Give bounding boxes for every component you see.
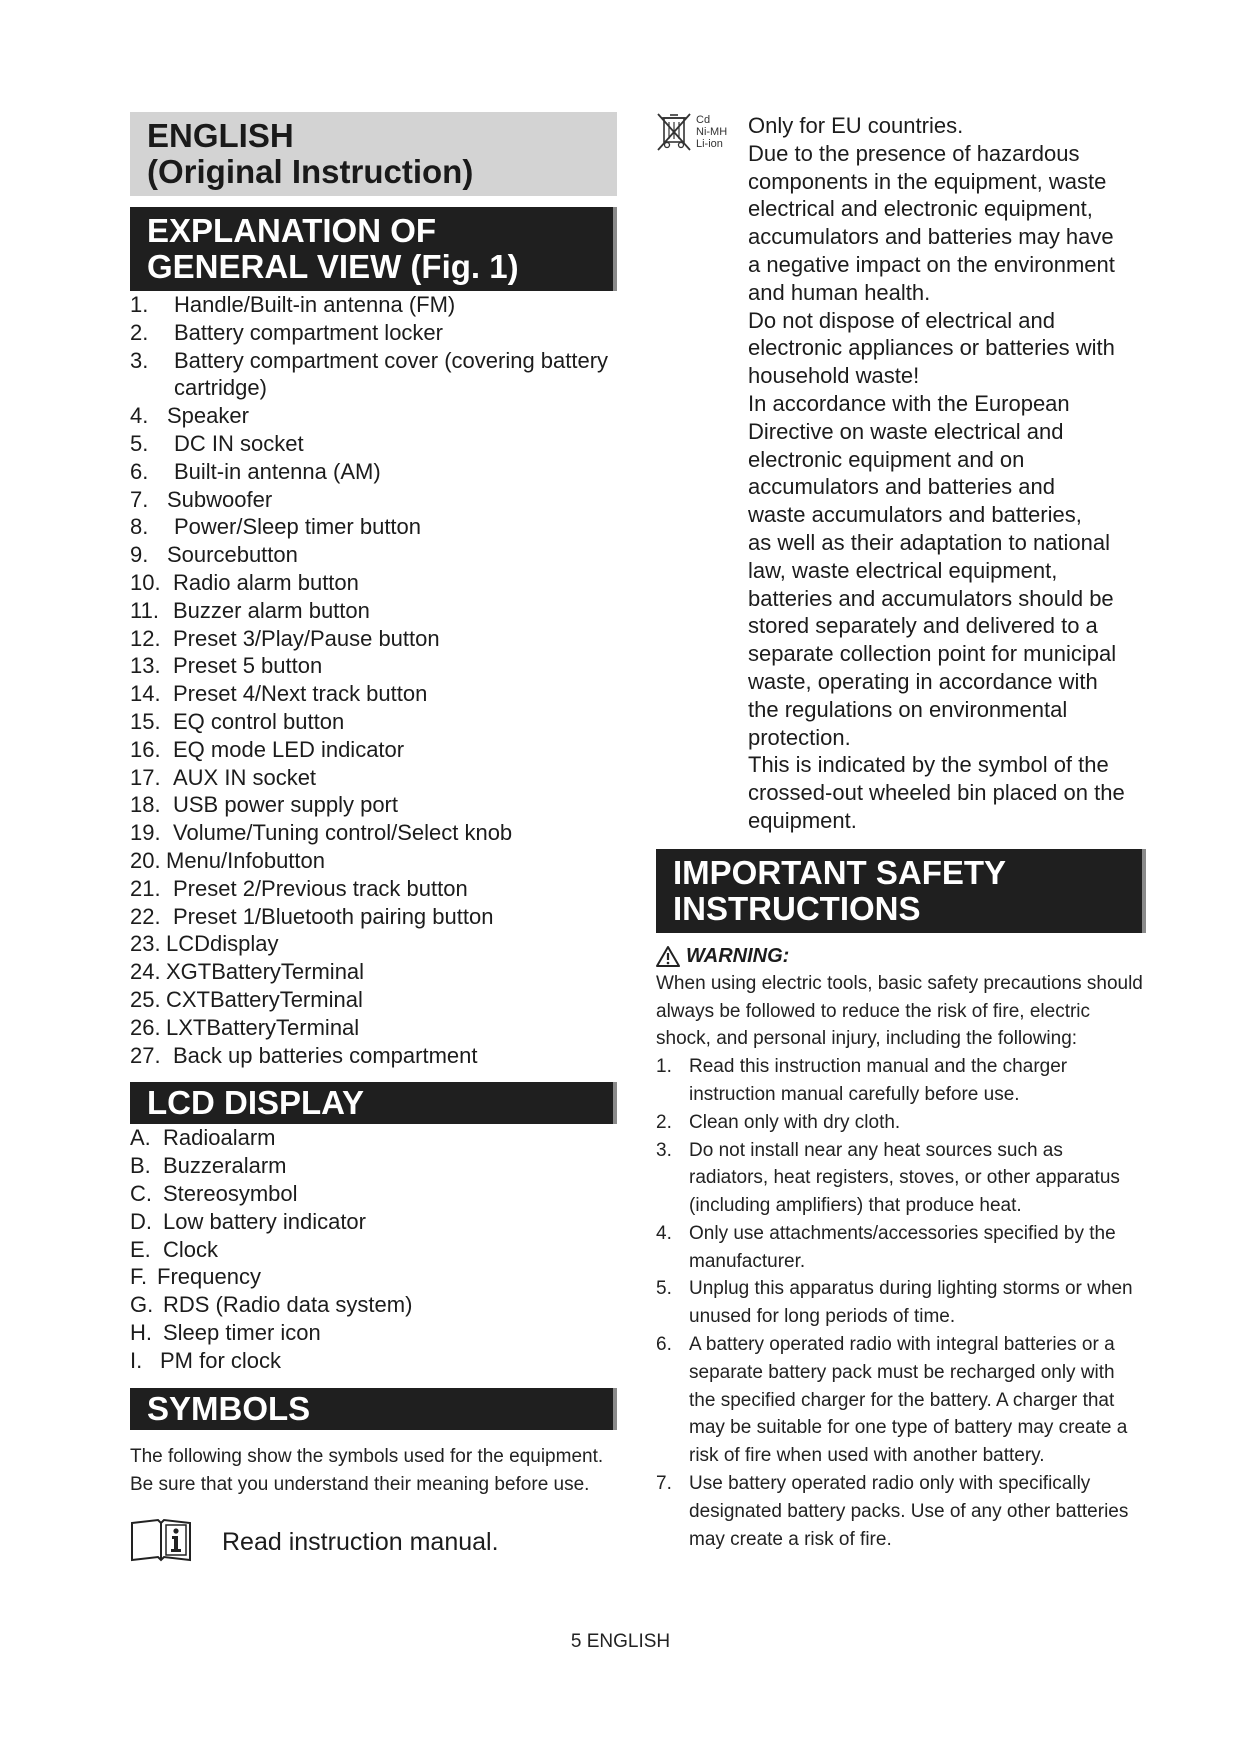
safety-heading — [656, 849, 1146, 933]
eu-line: crossed-out wheeled bin placed on the — [748, 780, 1125, 806]
eu-line: Due to the presence of hazardous — [748, 140, 1080, 166]
list-item: 27. Back up batteries compartment — [130, 1042, 478, 1068]
eu-line: the regulations on environmental — [748, 696, 1068, 722]
symbol-row-manual — [130, 1517, 617, 1568]
list-item: 5. DC IN socket — [130, 430, 304, 456]
list-item: 12. Preset 3/Play/Pause button — [130, 625, 440, 651]
list-item: 9. Sourcebutton — [130, 542, 298, 568]
eu-line: Directive on waste electrical and — [748, 418, 1064, 444]
list-item: C. Stereosymbol — [130, 1180, 298, 1206]
read-manual-label: Read instruction manual. — [222, 1528, 499, 1557]
eu-line: and human health. — [748, 279, 931, 305]
list-item: 5. Unplug this apparatus during lighting storms or when unused for long periods of time. — [656, 1278, 1133, 1328]
list-item: 24. XGTBatteryTerminal — [130, 959, 365, 985]
list-item: 19. Volume/Tuning control/Select knob — [130, 820, 513, 846]
list-item: 17. AUX IN socket — [130, 764, 317, 790]
list-item: 25. CXTBatteryTerminal — [130, 986, 363, 1012]
symbols-intro: The following show the symbols used for the equipment. Be sure that you understand their meaning before use. — [130, 1446, 604, 1496]
list-item: 10. Radio alarm button — [130, 569, 359, 595]
list-item: 23. LCDdisplay — [130, 931, 279, 957]
eu-line: a negative impact on the environment — [748, 251, 1115, 277]
list-item: 16. EQ mode LED indicator — [130, 736, 405, 762]
safety-list — [656, 1053, 1146, 1553]
eu-line: household waste! — [748, 363, 920, 389]
eu-line: as well as their adaptation to national — [748, 529, 1111, 555]
list-item: 4. Only use attachments/accessories specified by the manufacturer. — [656, 1222, 1116, 1272]
safety-section — [656, 849, 1146, 1554]
safety-heading-line1: IMPORTANT SAFETY — [673, 853, 1007, 891]
weee-bin-icon — [656, 112, 748, 835]
warning-icon — [656, 945, 680, 967]
list-item: 8. Power/Sleep timer button — [130, 514, 422, 540]
list-item: A. Radioalarm — [130, 1125, 276, 1151]
eu-line: electrical and electronic equipment, — [748, 196, 1093, 222]
eu-line: Only for EU countries. — [748, 113, 964, 138]
document-title — [130, 112, 617, 196]
list-item: 6. Built-in antenna (AM) — [130, 458, 381, 484]
weee-label-cd: Cd — [696, 114, 711, 126]
general-view-heading-line2: GENERAL VIEW (Fig. 1) — [147, 248, 519, 285]
eu-line: stored separately and delivered to a — [748, 613, 1098, 639]
list-item: 18. USB power supply port — [130, 792, 398, 818]
general-view-list — [130, 291, 617, 1069]
eu-line: law, waste electrical equipment, — [748, 557, 1058, 583]
list-item: 7. Subwoofer — [130, 486, 273, 512]
list-item: 14. Preset 4/Next track button — [130, 681, 428, 707]
general-view-heading — [130, 207, 617, 291]
safety-intro: When using electric tools, basic safety precautions should always be followed to reduce the risk of fire, electric shock, and personal injury, including the following: — [656, 972, 1143, 1050]
eu-line: batteries and accumulators should be — [748, 585, 1114, 611]
general-view-heading-line1: EXPLANATION OF — [147, 212, 437, 249]
safety-heading-line2: INSTRUCTIONS — [673, 889, 921, 927]
list-item: F. Frequency — [130, 1264, 261, 1290]
eu-line: equipment. — [748, 807, 857, 833]
list-item: 3. Battery compartment cover (covering battery cartridge) — [130, 347, 609, 401]
eu-line: electronic appliances or batteries with — [748, 335, 1115, 361]
eu-line: accumulators and batteries and — [748, 474, 1055, 500]
page-footer: 5 ENGLISH — [570, 1631, 671, 1652]
list-item: 3. Do not install near any heat sources such as radiators, heat registers, stoves, or other apparatus (including amplifiers) that produce heat. — [656, 1139, 1120, 1217]
eu-line: waste, operating in accordance with — [748, 668, 1098, 694]
right-column — [656, 112, 1146, 1553]
list-item: 21. Preset 2/Previous track button — [130, 875, 468, 901]
list-item: 4. Speaker — [130, 403, 249, 429]
list-item: 6. A battery operated radio with integral batteries or a separate battery pack must be recharged only with the specified charger for the battery. A charger that may be suitable for one type of battery may create a risk of fire when used with another battery. — [656, 1334, 1128, 1467]
list-item: B. Buzzeralarm — [130, 1153, 287, 1179]
lcd-display-heading: LCD DISPLAY — [130, 1082, 617, 1124]
read-manual-icon — [130, 1517, 192, 1568]
list-item: I. PM for clock — [130, 1347, 282, 1373]
list-item: D. Low battery indicator — [130, 1208, 366, 1234]
title-subtitle: (Original Instruction) — [147, 153, 474, 190]
warning-label — [656, 945, 1146, 968]
title-language: ENGLISH — [147, 117, 294, 154]
list-item: 2. Clean only with dry cloth. — [656, 1111, 901, 1133]
list-item: 15. EQ control button — [130, 708, 345, 734]
weee-label-liion: Li-ion — [696, 138, 723, 150]
eu-disposal-block — [656, 112, 1146, 835]
lcd-display-list — [130, 1124, 617, 1374]
list-item: 20. Menu/Infobutton — [130, 847, 326, 873]
list-item: 2. Battery compartment locker — [130, 319, 443, 345]
list-item: 7. Use battery operated radio only with specifically designated battery packs. Use of any other batteries may create a risk of fire. — [656, 1473, 1129, 1550]
eu-line: components in the equipment, waste — [748, 168, 1107, 194]
weee-label-nimh: Ni-MH — [696, 126, 728, 138]
eu-line: protection. — [748, 724, 851, 750]
eu-disposal-text — [748, 112, 1146, 835]
list-item: 1. Read this instruction manual and the charger instruction manual carefully before use. — [656, 1056, 1068, 1105]
eu-line: electronic equipment and on — [748, 446, 1025, 472]
eu-line: Do not dispose of electrical and — [748, 307, 1055, 333]
warning-text: WARNING: — [686, 944, 790, 967]
eu-line: separate collection point for municipal — [748, 641, 1117, 667]
list-item: E. Clock — [130, 1236, 219, 1262]
eu-line: accumulators and batteries may have — [748, 224, 1114, 250]
list-item: 22. Preset 1/Bluetooth pairing button — [130, 903, 494, 929]
left-column — [130, 112, 617, 1568]
symbols-heading: SYMBOLS — [130, 1388, 617, 1430]
eu-line: In accordance with the European — [748, 390, 1070, 416]
list-item: H. Sleep timer icon — [130, 1319, 321, 1345]
eu-line: This is indicated by the symbol of the — [748, 752, 1109, 778]
list-item: 1. Handle/Built-in antenna (FM) — [130, 292, 456, 317]
list-item: 26. LXTBatteryTerminal — [130, 1014, 360, 1040]
list-item: G. RDS (Radio data system) — [130, 1292, 413, 1318]
list-item: 13. Preset 5 button — [130, 653, 323, 679]
list-item: 11. Buzzer alarm button — [130, 597, 370, 623]
eu-line: waste accumulators and batteries, — [748, 502, 1082, 528]
